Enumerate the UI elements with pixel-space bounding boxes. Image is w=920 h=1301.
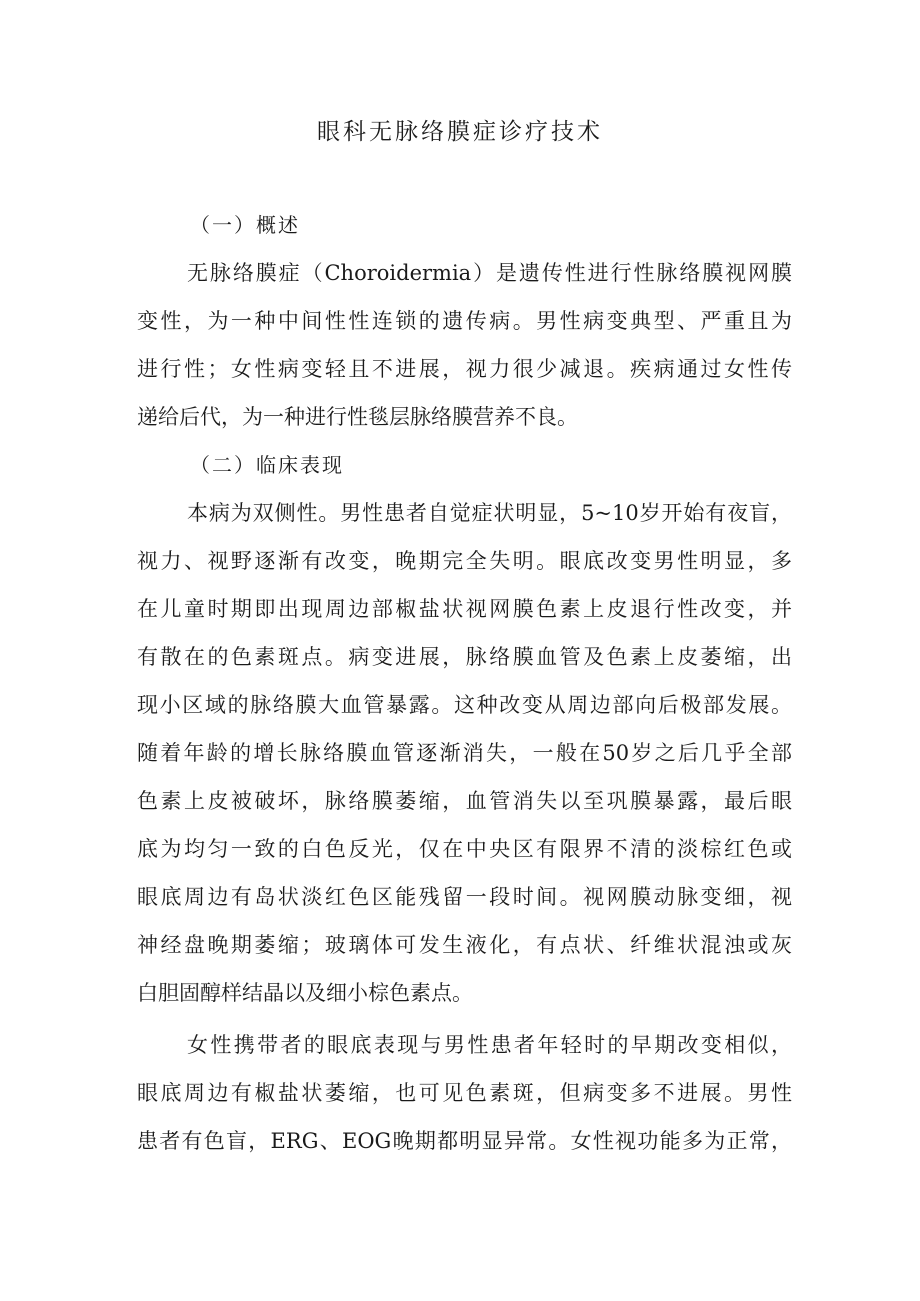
- paragraph-line: 变性，为一种中间性性连锁的遗传病。男性病变典型、严重且为: [137, 309, 792, 333]
- paragraph-line: 本病为双侧性。男性患者自觉症状明显，5~10岁开始有夜盲，: [187, 501, 792, 525]
- paragraph-line: 眼底周边有椒盐状萎缩，也可见色素斑，但病变多不进展。男性: [137, 1081, 792, 1105]
- paragraph-line: 患者有色盲，ERG、EOG晚期都明显异常。女性视功能多为正常，: [137, 1129, 792, 1153]
- section-heading-overview: （一）概述: [190, 213, 300, 237]
- paragraph-line: 递给后代，为一种进行性毯层脉络膜营养不良。: [137, 405, 578, 429]
- paragraph-line: 视力、视野逐渐有改变，晚期完全失明。眼底改变男性明显，多: [137, 549, 792, 573]
- paragraph-line: 白胆固醇样结晶以及细小棕色素点。: [137, 981, 473, 1005]
- paragraph-line: 进行性；女性病变轻且不进展，视力很少减退。疾病通过女性传: [137, 357, 792, 381]
- paragraph-line: 有散在的色素斑点。病变进展，脉络膜血管及色素上皮萎缩，出: [137, 645, 792, 669]
- section-heading-clinical: （二）临床表现: [190, 453, 344, 477]
- document-title: 眼科无脉络膜症诊疗技术: [317, 119, 603, 145]
- paragraph-line: 在儿童时期即出现周边部椒盐状视网膜色素上皮退行性改变，并: [137, 597, 792, 621]
- paragraph-line: 女性携带者的眼底表现与男性患者年轻时的早期改变相似，: [187, 1033, 792, 1057]
- paragraph-line: 现小区域的脉络膜大血管暴露。这种改变从周边部向后极部发展。: [137, 693, 792, 717]
- paragraph-line: 眼底周边有岛状淡红色区能残留一段时间。视网膜动脉变细，视: [137, 885, 792, 909]
- paragraph-line: 无脉络膜症（Choroidermia）是遗传性进行性脉络膜视网膜: [187, 261, 792, 285]
- paragraph-line: 随着年龄的增长脉络膜血管逐渐消失，一般在50岁之后几乎全部: [137, 741, 792, 765]
- paragraph-line: 色素上皮被破坏，脉络膜萎缩，血管消失以至巩膜暴露，最后眼: [137, 789, 792, 813]
- paragraph-line: 神经盘晚期萎缩；玻璃体可发生液化，有点状、纤维状混浊或灰: [137, 933, 792, 957]
- paragraph-line: 底为均匀一致的白色反光，仅在中央区有限界不清的淡棕红色或: [137, 837, 792, 861]
